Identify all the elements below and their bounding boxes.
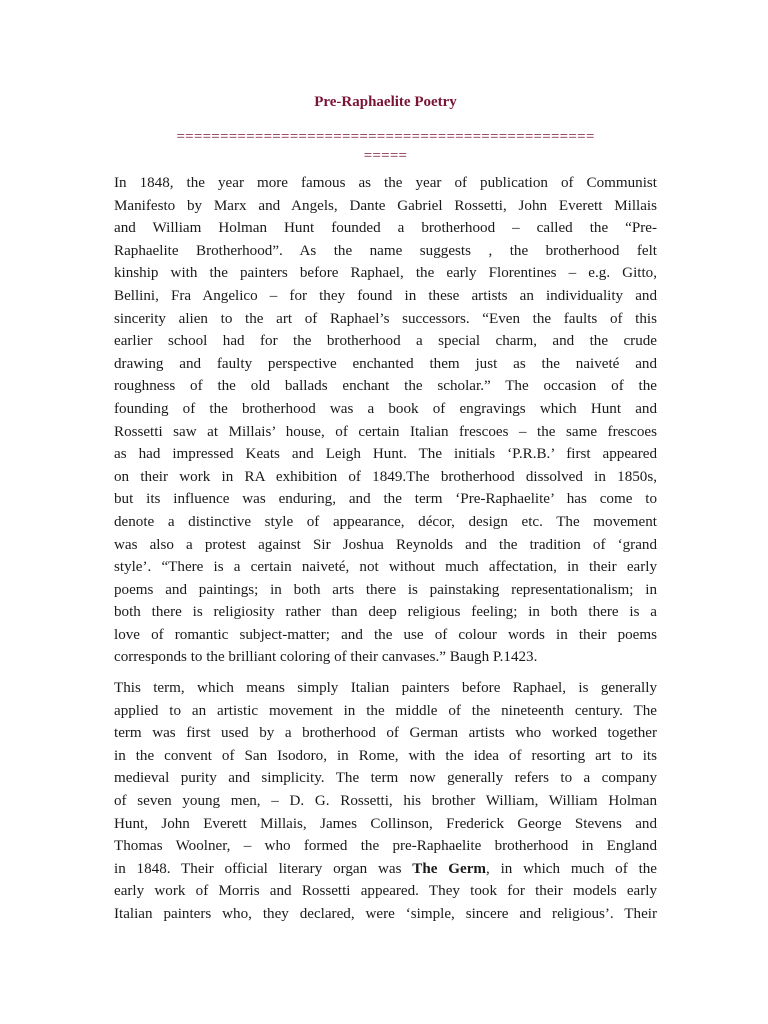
- germ-line-prefix: in 1848. Their official literary organ was: [114, 860, 413, 877]
- paragraph-line: but its influence was enduring, and the term ‘Pre-Raphaelite’ has come to: [114, 491, 657, 508]
- paragraph-line: Raphaelite Brotherhood”. As the name suggests , the brotherhood felt: [114, 242, 657, 259]
- paragraph-line: style’. “There is a certain naiveté, not without much affectation, in their early: [114, 559, 657, 576]
- paragraph-1: [114, 172, 657, 669]
- paragraph-line: Thomas Woolner, – who formed the pre-Raphaelite brotherhood in England: [114, 838, 657, 855]
- document-title: Pre-Raphaelite Poetry: [314, 94, 457, 110]
- paragraph-line: Bellini, Fra Angelico – for they found in these artists an individuality and: [114, 287, 657, 304]
- paragraph-line: term was first used by a brotherhood of German artists who worked together: [114, 725, 657, 742]
- paragraph-2: [114, 677, 657, 926]
- paragraph-line: roughness of the old ballads enchant the scholar.” The occasion of the: [114, 378, 657, 395]
- paragraph-line: both there is religiosity rather than deep religious feeling; in both there is a: [114, 604, 657, 621]
- paragraph-line-germ: [114, 858, 657, 881]
- paragraph-line: drawing and faulty perspective enchanted them just as the naiveté and: [114, 355, 657, 372]
- paragraph-line: founding of the brotherhood was a book of engravings which Hunt and: [114, 400, 657, 417]
- separator-line-2: =====: [363, 148, 408, 164]
- paragraph-line: In 1848, the year more famous as the year of publication of Communist: [114, 175, 657, 191]
- paragraph-line: love of romantic subject-matter; and the use of colour words in their poems: [114, 626, 657, 643]
- paragraph-line: denote a distinctive style of appearance, décor, design etc. The movement: [114, 513, 657, 530]
- paragraph-line: on their work in RA exhibition of 1849.The brotherhood dissolved in 1850s,: [114, 468, 657, 485]
- paragraph-line: of seven young men, – D. G. Rossetti, his brother William, William Holman: [114, 792, 657, 809]
- paragraph-line: earlier school had for the brotherhood a special charm, and the crude: [114, 333, 657, 350]
- paragraph-line: This term, which means simply Italian painters before Raphael, is generally: [114, 680, 657, 696]
- paragraph-line: Rossetti saw at Millais’ house, of certain Italian frescoes – the same frescoes: [114, 423, 657, 440]
- paragraph-line: was also a protest against Sir Joshua Reynolds and the tradition of ‘grand: [114, 536, 657, 553]
- separator-rule: [114, 128, 657, 166]
- paragraph-line: Hunt, John Everett Millais, James Collinson, Frederick George Stevens and: [114, 815, 657, 832]
- paragraph-line: Manifesto by Marx and Angels, Dante Gabriel Rossetti, John Everett Millais: [114, 197, 657, 214]
- paragraph-line: as had impressed Keats and Leigh Hunt. The initials ‘P.R.B.’ first appeared: [114, 446, 657, 463]
- paragraph-line: kinship with the painters before Raphael, the early Florentines – e.g. Gitto,: [114, 265, 657, 282]
- paragraph-line: and William Holman Hunt founded a brotherhood – called the “Pre-: [114, 220, 657, 237]
- germ-line-suffix: , in which much of the: [485, 860, 658, 877]
- paragraph-line: corresponds to the brilliant coloring of their canvases.” Baugh P.1423.: [114, 649, 538, 666]
- document-page: [114, 0, 657, 1024]
- paragraph-line: sincerity alien to the art of Raphael’s successors. “Even the faults of this: [114, 310, 657, 327]
- the-germ-title: The Germ: [412, 860, 486, 877]
- separator-line-1: ================================================: [176, 129, 595, 145]
- paragraph-line: applied to an artistic movement in the middle of the nineteenth century. The: [114, 702, 657, 719]
- paragraph-line: in the convent of San Isodoro, in Rome, with the idea of resorting art to its: [114, 747, 657, 764]
- paragraph-line: poems and paintings; in both arts there is painstaking representationalism; in: [114, 581, 657, 598]
- paragraph-line: early work of Morris and Rossetti appeared. They took for their models early: [114, 883, 657, 900]
- paragraph-line: medieval purity and simplicity. The term now generally refers to a company: [114, 770, 657, 787]
- paragraph-line: Italian painters who, they declared, were ‘simple, sincere and religious’. Their: [114, 905, 657, 922]
